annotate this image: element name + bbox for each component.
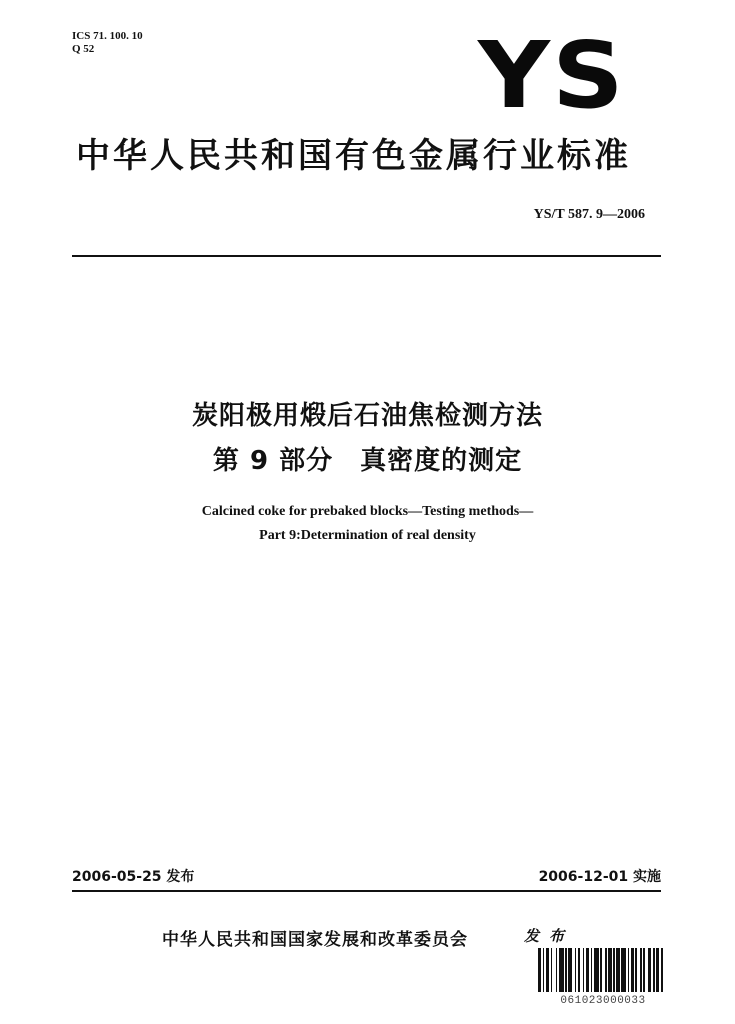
issue-date: 2006-05-25 发布: [72, 869, 195, 885]
implementation-date: 2006-12-01 实施: [538, 869, 661, 885]
standard-category: 中华人民共和国有色金属行业标准: [76, 136, 631, 176]
publisher: 中华人民共和国国家发展和改革委员会: [162, 930, 468, 950]
title-zh-line2: 第 9 部分 真密度的测定: [212, 446, 523, 476]
title-en-line2: Part 9:Determination of real density: [259, 528, 476, 543]
barcode: [538, 948, 668, 992]
title-en-line1: Calcined coke for prebaked blocks—Testing methods—: [201, 504, 534, 519]
classification-codes: [72, 30, 143, 56]
title-zh-line1: 炭阳极用煅后石油焦检测方法: [191, 401, 543, 431]
ics-code: ICS 71. 100. 10: [72, 30, 143, 42]
standard-number: YS/T 587. 9—2006: [533, 207, 645, 222]
barcode-number: 061023000033: [560, 995, 646, 1007]
publish-label: 发布: [524, 927, 575, 945]
bottom-divider: [72, 890, 661, 892]
ccs-code: Q 52: [72, 43, 95, 55]
ys-logo: YS: [478, 22, 626, 129]
top-divider: [72, 255, 661, 257]
barcode-bar: [663, 948, 668, 992]
